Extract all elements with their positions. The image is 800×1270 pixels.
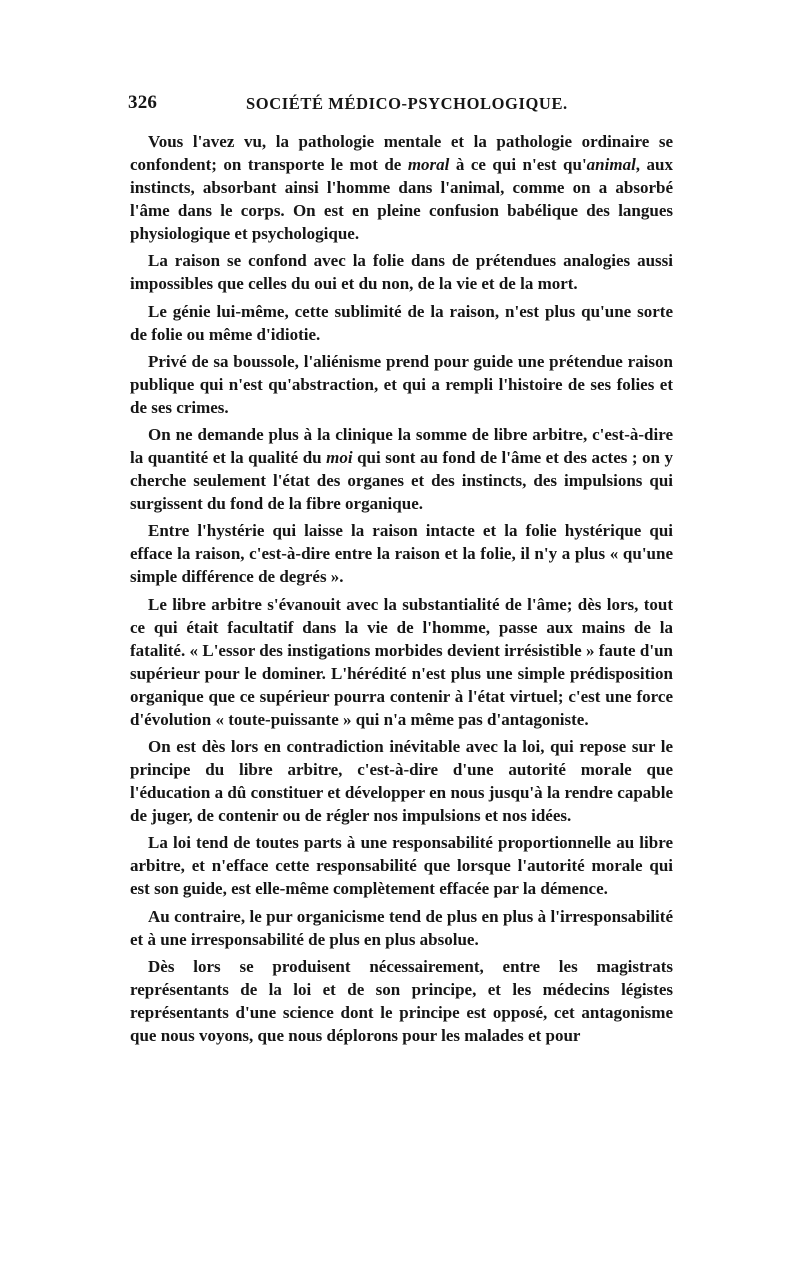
paragraph [130,955,673,1047]
text-run: Vous l'avez vu, la pathologie mentale et la pathologie ordinaire se confondent; on transporte le mot de [130,132,673,174]
text-run: Entre l'hystérie qui laisse la raison intacte et la folie hystérique qui efface la raison, c'est-à-dire entre la raison et la folie, il n'y a plus « qu'une simple différence de degrés ». [130,521,673,587]
text-run: Au contraire, le pur organicisme tend de plus en plus à l'irresponsabilité et à une irresponsabilité de plus en plus absolue. [130,906,673,949]
paragraph [130,300,673,346]
running-title: SOCIÉTÉ MÉDICO-PSYCHOLOGIQUE. [246,94,568,113]
text-run: à ce qui n'est qu' [449,155,587,174]
paragraph [130,423,673,515]
paragraph [130,130,673,245]
italic-text: moi [326,448,353,468]
paragraph [130,593,673,731]
text-run: On ne demande plus à la clinique la somme de libre arbitre, c'est-à-dire la quantité et la qualité du [130,425,673,468]
text-run: , aux instincts, absorbant ainsi l'homme dans l'animal, comme on a absorbé l'âme dans le corps. On est en pleine confusion babélique des langues physiologique et psychologique. [130,155,673,243]
paragraph [130,831,673,900]
paragraph [130,249,673,295]
italic-text: moral [407,155,450,174]
page-header [128,92,680,118]
italic-text: animal [586,155,636,174]
paragraph [130,519,673,588]
text-run: Le libre arbitre s'évanouit avec la substantialité de l'âme; dès lors, tout ce qui était facultatif dans la vie de l'homme, passe aux mains de la fatalité. « L'essor des instigations morbides devient irrésistible » faute d'un supérieur pour le dominer. L'hérédité n'est plus une simple prédisposition organique que ce supérieur pourra contenir à l'état virtuel; c'est une force d'évolution « toute-puissante » qui n'a même pas d'antagoniste. [130,594,673,729]
paragraph [130,735,673,827]
text-run: Dès lors se produisent nécessairement, entre les magistrats représentants de la loi et de son principe, et les médecins légistes représentants d'une science dont le principe est opposé, cet antagonisme que nous voyons, que nous déplorons pour les malades et pour [130,956,673,1045]
page-number: 326 [128,92,158,113]
text-run: La raison se confond avec la folie dans de prétendues analogies aussi impossibles que celles du oui et du non, de la vie et de la mort. [130,251,673,294]
text-run: On est dès lors en contradiction inévitable avec la loi, qui repose sur le principe du libre arbitre, c'est-à-dire d'une autorité morale que l'éducation a dû constituer et développer en nous jusqu'à la rendre capable de juger, de contenir ou de régler nos impulsions et nos idées. [130,737,673,826]
text-run: qui sont au fond de l'âme et des actes ; on y cherche seulement l'état des organes et des instincts, des impulsions qui surgissent du fond de la fibre organique. [130,448,673,514]
text-run: Le génie lui-même, cette sublimité de la raison, n'est plus qu'une sorte de folie ou même d'idiotie. [130,301,673,344]
paragraph [130,905,673,951]
text-run: Privé de sa boussole, l'aliénisme prend pour guide une prétendue raison publique qui n'est qu'abstraction, et qui a rempli l'histoire de ses folies et de ses crimes. [130,351,673,417]
body-text [130,130,673,1051]
text-run: La loi tend de toutes parts à une responsabilité proportionnelle au libre arbitre, et n'efface cette responsabilité que lorsque l'autorité morale qui est son guide, est elle-même complètement effacée par la démence. [130,833,673,899]
paragraph [130,350,673,419]
